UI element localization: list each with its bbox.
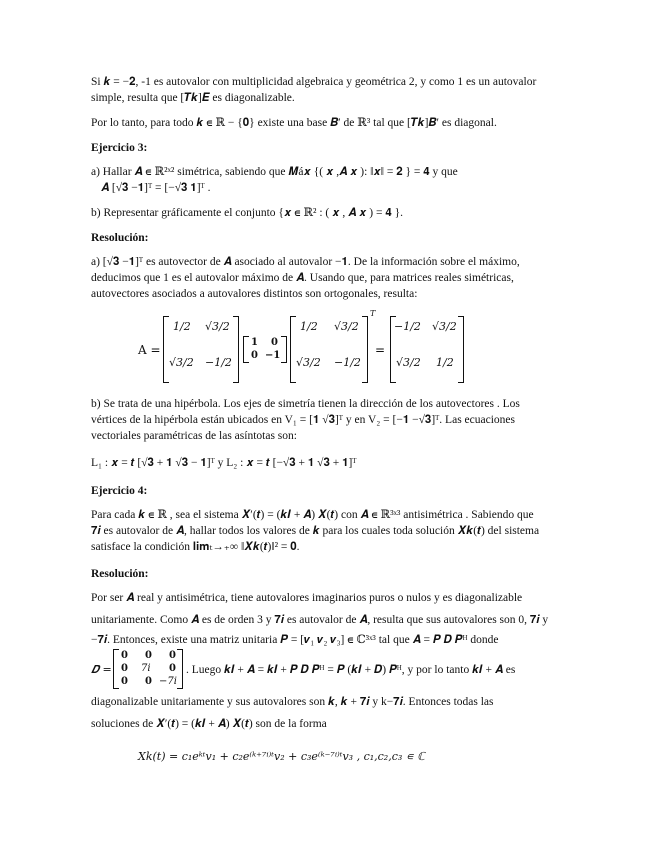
- matrix-cell: 0: [145, 650, 152, 661]
- text-line: Por ser 𝑨 real y antisimétrica, tiene autovalores imaginarios puros o nulos y es diagonalizable: [91, 592, 523, 604]
- matrix-cell: −1/2: [205, 356, 232, 369]
- exercise-4-heading: Ejercicio 4:: [91, 485, 148, 497]
- text-line: a) Hallar 𝑨 ∊ ℝ²ˣ² simétrica, sabiendo que 𝑴á𝒙 {( 𝒙 ,𝑨 𝒙 ): ‖𝒙‖ = 𝟐 } = 𝟒 y que: [91, 166, 458, 178]
- matrix-cell: 0: [121, 663, 128, 674]
- matrix-cell: √3/2: [169, 356, 194, 369]
- matrix-cell: √3/2: [296, 356, 321, 369]
- matrix-cell: 0: [121, 650, 128, 661]
- text-line: unitariamente. Como 𝑨 es de orden 3 y 𝟕𝒊 es autovalor de 𝑨, resulta que sus autovalores son 0, 𝟕𝒊 y: [91, 614, 549, 626]
- text-line: Por lo tanto, para todo 𝒌 ∊ ℝ − {𝟎} existe una base 𝑩′ de ℝ³ tal que [𝑻𝒌]𝑩′ es diagonal.: [91, 117, 497, 129]
- text-line: −𝟕𝒊. Entonces, existe una matriz unitaria 𝑷 = [𝒗₁ 𝒗₂ 𝒗₃] ∊ ℂ³ˣ³ tal que 𝑨 = 𝑷 𝑫 𝑷ᴴ donde: [91, 634, 499, 646]
- matrix-cell: √3/2: [205, 320, 230, 333]
- text-line: vértices de la hipérbola están ubicados en V₁ = [𝟏 √𝟑]ᵀ y en V₂ = [−𝟏 −√𝟑]ᵀ. Las ecuaciones: [91, 414, 515, 426]
- text-line: autovectores asociados a autovalores distintos son ortogonales, resulta:: [91, 288, 418, 300]
- resolution-heading: Resolución:: [91, 568, 149, 580]
- text-line: vectoriales paramétricas de las asíntotas son:: [91, 430, 297, 442]
- matrix-cell: 0: [169, 663, 176, 674]
- text-line: deducimos que 1 es el autovalor máximo de 𝑨. Usando que, para matrices reales simétricas,: [91, 272, 514, 284]
- text-line: soluciones de 𝑿′(𝒕) = (𝒌𝑰 + 𝑨) 𝑿(𝒕) son de la forma: [91, 718, 327, 730]
- matrix-p: [163, 316, 239, 383]
- resolution-heading: Resolución:: [91, 232, 149, 244]
- equals-sign: =: [375, 343, 386, 357]
- text-line: 𝟕𝒊 es autovalor de 𝑨, hallar todos los valores de 𝒌 para los cuales toda solución 𝑿𝒌(𝒕) del sistema: [91, 525, 540, 537]
- matrix-result: [390, 316, 464, 383]
- matrix-d-diag: [113, 649, 183, 689]
- text-line: 𝑨 [√𝟑 −𝟏]ᵀ = [−√𝟑 𝟏]ᵀ .: [101, 182, 211, 194]
- text-line: diagonalizable unitariamente y sus autovalores son 𝒌, 𝒌 + 𝟕𝒊 y k−𝟕𝒊. Entonces todas las: [91, 696, 494, 708]
- matrix-cell: 0: [169, 650, 176, 661]
- text-line: b) Se trata de una hipérbola. Los ejes de simetría tienen la dirección de los autovectores . Los: [91, 398, 520, 410]
- matrix-cell: −1/2: [394, 320, 421, 333]
- text-line: b) Representar gráficamente el conjunto {𝒙 ∊ ℝ² : ( 𝒙 , 𝑨 𝒙 ) = 𝟒 }.: [91, 207, 404, 219]
- matrix-p-transpose: [290, 316, 368, 383]
- matrix-cell: 0: [251, 350, 258, 361]
- exercise-3-heading: Ejercicio 3:: [91, 142, 148, 154]
- text-line: . Luego 𝒌𝑰 + 𝑨 = 𝒌𝑰 + 𝑷 𝑫 𝑷ᴴ = 𝑷 (𝒌𝑰 + 𝑫) 𝑷ᴴ, y por lo tanto 𝒌𝑰 + 𝑨 es: [186, 664, 516, 676]
- text-line: Para cada 𝒌 ∊ ℝ , sea el sistema 𝑿′(𝒕) = (𝒌𝑰 + 𝑨) 𝑿(𝒕) con 𝑨 ∊ ℝ³ˣ³ antisimétrica . Sabiendo que: [91, 509, 534, 521]
- matrix-cell: 1/2: [300, 320, 318, 333]
- matrix-cell: 0: [145, 676, 152, 687]
- matrix-lhs: A =: [138, 343, 161, 357]
- text-line: simple, resulta que [𝑻𝒌]𝑬 es diagonalizable.: [91, 92, 295, 104]
- matrix-cell: 1: [251, 337, 258, 348]
- matrix-cell: −1/2: [334, 356, 361, 369]
- matrix-cell: 1/2: [436, 356, 454, 369]
- matrix-cell: 0: [271, 337, 278, 348]
- matrix-cell: 1/2: [173, 320, 191, 333]
- matrix-cell: √3/2: [334, 320, 359, 333]
- d-matrix-lhs: 𝑫 =: [91, 663, 112, 676]
- text-line: a) [√𝟑 −𝟏]ᵀ es autovector de 𝑨 asociado al autovalor −𝟏. De la información sobre el máximo,: [91, 256, 520, 268]
- transpose-superscript: T: [370, 309, 376, 318]
- solution-formula: 𝑋𝑘(𝑡) = 𝑐₁𝑒ᵏᵗ𝑣₁ + 𝑐₂𝑒⁽ᵏ⁺⁷ⁱ⁾ᵗ𝑣₂ + 𝑐₃𝑒⁽ᵏ⁻⁷ⁱ⁾ᵗ𝑣₃ , 𝑐₁,𝑐₂,𝑐₃ ∊ ℂ: [138, 750, 425, 763]
- matrix-cell: √3/2: [432, 320, 457, 333]
- matrix-cell: 7𝑖: [141, 663, 151, 674]
- matrix-d: [243, 336, 287, 363]
- matrix-cell: 0: [121, 676, 128, 687]
- matrix-cell: −1: [265, 350, 281, 361]
- matrix-cell: √3/2: [396, 356, 421, 369]
- text-line: L₁ : 𝒙 = 𝒕 [√𝟑 + 𝟏 √𝟑 − 𝟏]ᵀ y L₂ : 𝒙 = 𝒕 [−√𝟑 + 𝟏 √𝟑 + 𝟏]ᵀ: [91, 457, 357, 469]
- text-line: Si 𝒌 = −𝟐, -1 es autovalor con multiplicidad algebraica y geométrica 2, y como 1 es un autovalor: [91, 76, 537, 88]
- text-line: satisface la condición 𝐥𝐢𝐦ₜ→₊∞ ‖𝑿𝒌(𝒕)‖² = 𝟎.: [91, 541, 300, 553]
- matrix-cell: −7𝑖: [159, 676, 177, 687]
